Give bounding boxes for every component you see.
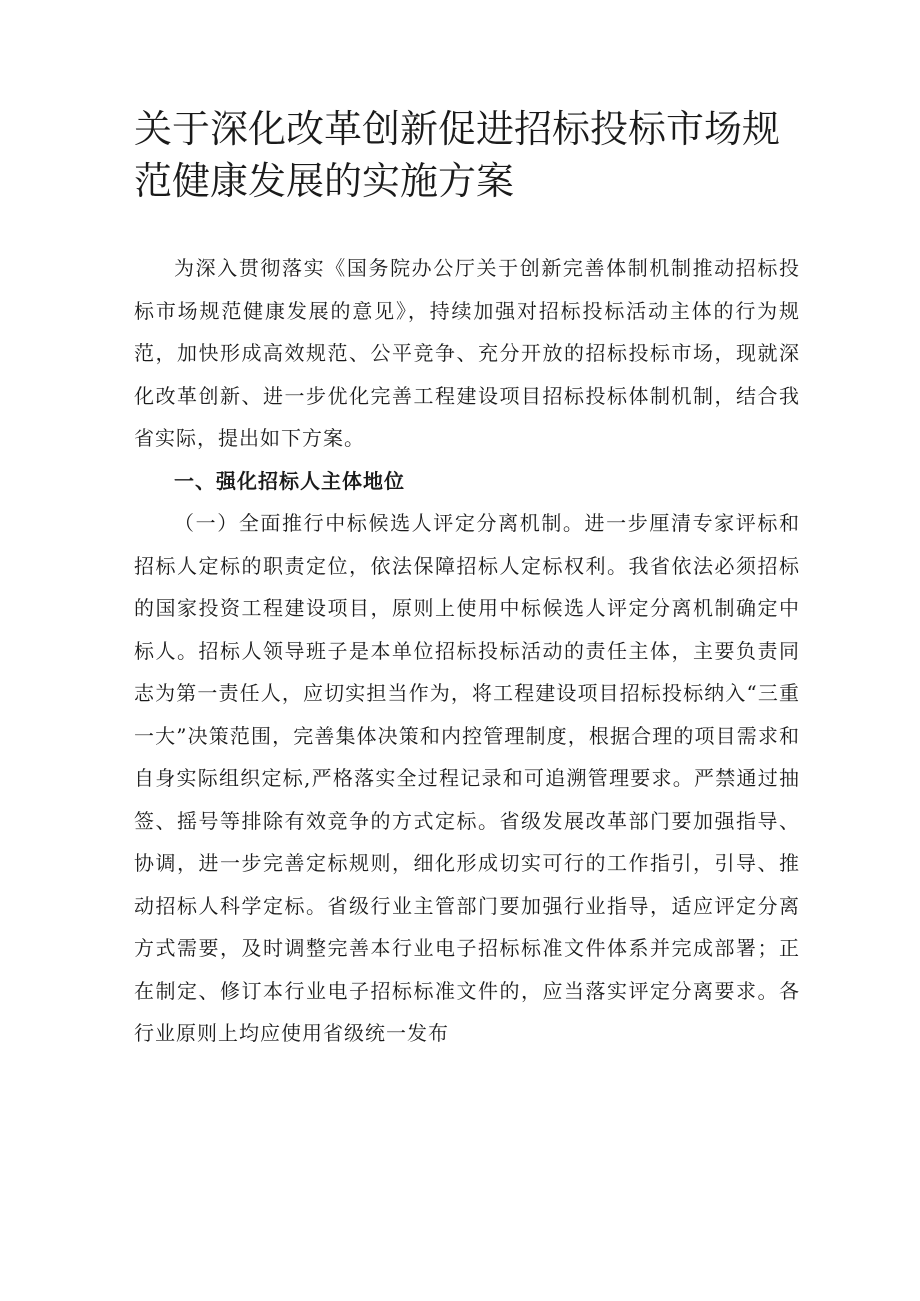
intro-paragraph: 为深入贯彻落实《国务院办公厅关于创新完善体制机制推动招标投标市场规范健康发展的意见》，持续加强对招标投标活动主体的行为规范，加快形成高效规范、公平竞争、充分开放的招标投标市场，现就深化改革创新、进一步优化完善工程建设项目招标投标体制机制，结合我省实际，提出如下方案。	[134, 256, 800, 450]
document-body	[134, 247, 800, 1055]
document-title: 关于深化改革创新促进招标投标市场规范健康发展的实施方案	[134, 107, 781, 203]
section-paragraph: （一）全面推行中标候选人评定分离机制。进一步厘清专家评标和招标人定标的职责定位，依法保障招标人定标权利。我省依法必须招标的国家投资工程建设项目，原则上使用中标候选人评定分离机制确定中标人。招标人领导班子是本单位招标投标活动的责任主体，主要负责同志为第一责任人，应切实担当作为，将工程建设项目招标投标纳入“三重一大”决策范围，完善集体决策和内控管理制度，根据合理的项目需求和自身实际组织定标,严格落实全过程记录和可追溯管理要求。严禁通过抽签、摇号等排除有效竞争的方式定标。省级发展改革部门要加强指导、协调，进一步完善定标规则，细化形成切实可行的工作指引，引导、推动招标人科学定标。省级行业主管部门要加强行业指导，适应评定分离方式需要，及时调整完善本行业电子招标标准文件体系并完成部署；正在制定、修订本行业电子招标标准文件的，应当落实评定分离要求。各行业原则上均应使用省级统一发布	[134, 511, 800, 1045]
section-heading: 一、强化招标人主体地位	[174, 468, 405, 493]
